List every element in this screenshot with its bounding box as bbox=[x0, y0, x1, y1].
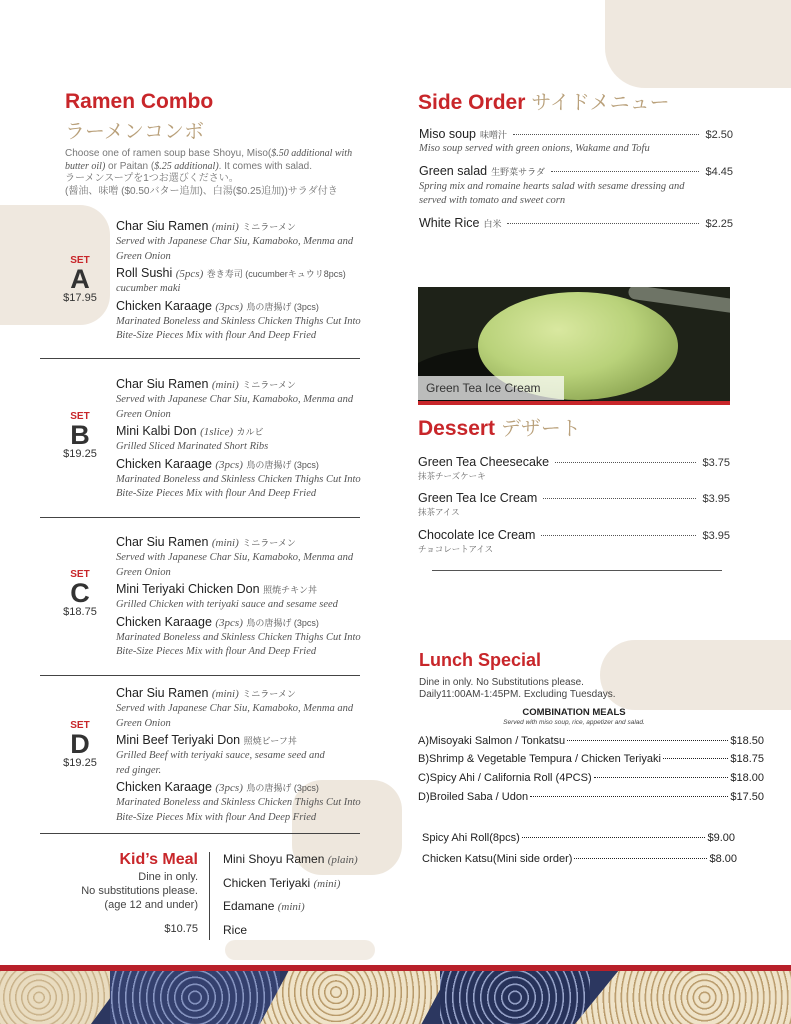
set-c-label bbox=[40, 569, 120, 618]
lunch-desc-line: Daily11:00AM-1:45PM. Excluding Tuesdays. bbox=[419, 689, 616, 700]
leader-dots bbox=[507, 223, 699, 224]
dessert-item-row bbox=[418, 491, 730, 505]
side-item-price: $2.25 bbox=[705, 218, 733, 230]
kids-item-name: Edamane bbox=[223, 899, 275, 913]
combo-price: $18.00 bbox=[730, 772, 764, 784]
kids-item-name: Mini Shoyu Ramen bbox=[223, 852, 325, 866]
decorative-footer-pattern bbox=[0, 965, 791, 1024]
set-letter: B bbox=[70, 420, 90, 450]
item-title: Chicken Karaage bbox=[116, 614, 212, 629]
side-item-title: Miso soup bbox=[419, 127, 476, 141]
side-item-desc: Spring mix and romaine hearts salad with sesame dressing and served with tomato and sweet corn bbox=[419, 181, 685, 206]
side-item-row bbox=[419, 127, 733, 141]
item-title: Mini Beef Teriyaki Don bbox=[116, 733, 241, 747]
kids-item-name: Rice bbox=[223, 922, 248, 937]
side-item-row bbox=[419, 164, 733, 178]
set-a-label bbox=[40, 255, 120, 304]
set-word: SET bbox=[70, 255, 90, 266]
menu-item-desc: Grilled Chicken with teriyaki sauce and sesame seed bbox=[116, 599, 338, 610]
menu-item-name bbox=[116, 377, 376, 393]
dessert-item-jp: 抹茶チーズケーキ bbox=[418, 471, 486, 481]
item-jp: ミニラーメン bbox=[242, 380, 296, 390]
side-item-name bbox=[419, 127, 507, 141]
desc-text-italic: $.25 additional) bbox=[154, 160, 219, 172]
dessert-item-jp: チョコレートアイス bbox=[418, 544, 494, 554]
leader-dots bbox=[530, 796, 728, 797]
dessert-item-price: $3.75 bbox=[702, 457, 730, 469]
leader-dots bbox=[574, 858, 707, 859]
dessert-item-name: Green Tea Cheesecake bbox=[418, 455, 550, 469]
kids-desc-line: No substitutions please. bbox=[81, 885, 198, 897]
menu-item-name bbox=[116, 457, 376, 473]
photo-accent-line bbox=[418, 401, 730, 405]
menu-item-name bbox=[116, 424, 376, 440]
set-d-label bbox=[40, 720, 120, 769]
leader-dots bbox=[555, 462, 696, 463]
item-qty: (3pcs) bbox=[215, 616, 243, 629]
leader-dots bbox=[663, 758, 728, 759]
extra-row bbox=[422, 832, 735, 844]
combination-meals-subheading: Served with miso soup, rice, appetizer and salad. bbox=[503, 719, 645, 726]
footer-tile-cream bbox=[575, 971, 791, 1024]
dessert-item-name: Green Tea Ice Cream bbox=[418, 491, 538, 505]
photo-caption: Green Tea Ice Cream bbox=[418, 376, 564, 400]
menu-item-desc: Grilled Sliced Marinated Short Ribs bbox=[116, 441, 269, 452]
item-jp: 照焼チキン丼 bbox=[263, 585, 317, 595]
dessert-item-row bbox=[418, 455, 730, 469]
footer-tile-blue bbox=[110, 971, 280, 1024]
kids-item-qty: (mini) bbox=[313, 877, 341, 890]
combo-name: B)Shrimp & Vegetable Tempura / Chicken Teriyaki bbox=[418, 753, 661, 765]
set-divider bbox=[40, 358, 360, 359]
menu-item-desc: Served with Japanese Char Siu, Kamaboko, Menma and Green Onion bbox=[116, 552, 354, 578]
set-price: $19.25 bbox=[63, 448, 97, 460]
lunch-special-title: Lunch Special bbox=[419, 650, 542, 670]
side-item-jp: 生野菜サラダ bbox=[491, 167, 546, 177]
set-b-label bbox=[40, 411, 120, 460]
kids-meal-description bbox=[40, 870, 198, 912]
item-jp: 鳥の唐揚げ (3pcs) bbox=[246, 617, 319, 628]
dessert-title bbox=[418, 412, 581, 441]
menu-item-name bbox=[116, 266, 376, 282]
dessert-title-jp: デザート bbox=[500, 416, 581, 440]
item-title: Char Siu Ramen bbox=[116, 377, 209, 391]
combination-meals-heading: COMBINATION MEALS bbox=[522, 707, 626, 718]
menu-item-desc: Marinated Boneless and Skinless Chicken Thighs Cut Into Bite-Size Pieces Mix with flour And Deep Fried bbox=[116, 473, 361, 499]
item-jp: 巻き寿司 (cucumberキュウリ8pcs) bbox=[206, 269, 346, 279]
item-qty: (mini) bbox=[211, 221, 239, 233]
side-item-title: Green salad bbox=[419, 164, 488, 178]
dessert-item-price: $3.95 bbox=[702, 493, 730, 505]
desc-text: or Paitan ( bbox=[105, 160, 155, 172]
menu-item-name bbox=[116, 582, 376, 598]
item-jp: 鳥の唐揚げ (3pcs) bbox=[246, 459, 319, 470]
side-item-price: $4.45 bbox=[705, 166, 733, 178]
kids-meal-title: Kid’s Meal bbox=[119, 851, 198, 868]
set-price: $17.95 bbox=[63, 292, 97, 304]
leader-dots bbox=[543, 498, 696, 499]
menu-item-desc: Served with Japanese Char Siu, Kamaboko, Menma and Green Onion bbox=[116, 703, 354, 729]
menu-item-name bbox=[116, 535, 376, 551]
set-letter: D bbox=[70, 729, 90, 759]
set-b bbox=[40, 373, 370, 508]
combo-price: $18.75 bbox=[730, 753, 764, 765]
set-letter: A bbox=[70, 264, 90, 294]
set-divider bbox=[40, 675, 360, 676]
cloud-decoration-top-right bbox=[605, 0, 791, 88]
kids-desc-line: (age 12 and under) bbox=[104, 899, 198, 911]
leader-dots bbox=[551, 171, 699, 172]
side-item-name bbox=[419, 164, 545, 178]
kids-item-name: Chicken Teriyaki bbox=[223, 875, 311, 890]
extra-price: $8.00 bbox=[709, 853, 737, 865]
item-title: Chicken Karaage bbox=[116, 298, 212, 313]
kids-item bbox=[223, 923, 383, 947]
kids-item bbox=[223, 899, 383, 923]
cloud-decoration-right-lower bbox=[600, 640, 791, 710]
leader-dots bbox=[522, 837, 706, 838]
combo-name: C)Spicy Ahi / California Roll (4PCS) bbox=[418, 772, 592, 784]
combo-row bbox=[418, 772, 764, 784]
item-jp: 照焼ビーフ丼 bbox=[243, 736, 297, 746]
item-title: Roll Sushi bbox=[116, 266, 173, 280]
item-qty: (1slice) bbox=[200, 426, 234, 438]
item-qty: (3pcs) bbox=[215, 782, 243, 794]
desc-text: . It comes with salad. bbox=[218, 160, 313, 172]
item-jp: カルビ bbox=[236, 427, 264, 437]
item-jp: ミニラーメン bbox=[242, 538, 296, 548]
menu-item-name bbox=[116, 780, 376, 796]
side-order-title bbox=[418, 86, 670, 115]
combo-name: D)Broiled Saba / Udon bbox=[418, 791, 529, 803]
lunch-desc-line: Dine in only. No Substitutions please. bbox=[419, 677, 584, 688]
item-jp: ミニラーメン bbox=[242, 689, 296, 699]
dessert-title-en: Dessert bbox=[418, 417, 496, 440]
kids-item bbox=[223, 876, 383, 900]
desc-text: Choose one of ramen soup base Shoyu, Miso( bbox=[65, 148, 272, 159]
combo-row bbox=[418, 791, 764, 803]
item-qty: (mini) bbox=[211, 688, 239, 700]
item-title: Mini Kalbi Don bbox=[116, 424, 197, 438]
menu-item-desc: Grilled Beef with teriyaki sauce, sesame seed and red ginger. bbox=[116, 750, 325, 776]
footer-tile-blue bbox=[440, 971, 590, 1024]
combo-row bbox=[418, 753, 764, 765]
menu-item-name bbox=[116, 299, 376, 315]
set-divider bbox=[40, 833, 360, 834]
item-jp: 鳥の唐揚げ (3pcs) bbox=[246, 783, 319, 793]
leader-dots bbox=[567, 740, 728, 741]
item-qty: (mini) bbox=[211, 537, 239, 549]
dessert-item-jp: 抹茶アイス bbox=[418, 507, 460, 517]
combo-price: $17.50 bbox=[730, 791, 764, 803]
extra-price: $9.00 bbox=[707, 832, 735, 844]
extra-name: Chicken Katsu(Mini side order) bbox=[422, 853, 573, 865]
item-jp: ミニラーメン bbox=[242, 222, 296, 232]
desc-text-jp: (醤油、味噌 ($0.50バター追加)、白湯($0.25追加))サラダ付き bbox=[65, 185, 338, 197]
set-word: SET bbox=[70, 720, 90, 731]
extra-row bbox=[422, 853, 737, 865]
menu-item-desc: Served with Japanese Char Siu, Kamaboko, Menma and Green Onion bbox=[116, 236, 354, 262]
leader-dots bbox=[594, 777, 729, 778]
kids-divider bbox=[209, 852, 210, 940]
menu-item-desc: Marinated Boneless and Skinless Chicken Thighs Cut Into Bite-Size Pieces Mix with flour And Deep Fried bbox=[116, 797, 361, 823]
set-divider bbox=[40, 517, 360, 518]
dessert-item-name: Chocolate Ice Cream bbox=[418, 528, 536, 542]
item-title: Char Siu Ramen bbox=[116, 686, 209, 700]
leader-dots bbox=[541, 535, 696, 536]
item-title: Char Siu Ramen bbox=[116, 219, 209, 233]
set-c-items bbox=[116, 533, 376, 660]
combo-name: A)Misoyaki Salmon / Tonkatsu bbox=[418, 735, 566, 747]
dessert-divider bbox=[432, 570, 722, 571]
set-d-items bbox=[116, 684, 376, 825]
combo-price: $18.50 bbox=[730, 735, 764, 747]
item-title: Mini Teriyaki Chicken Don bbox=[116, 582, 260, 596]
item-qty: (3pcs) bbox=[215, 458, 243, 471]
side-title-en: Side Order bbox=[418, 91, 526, 114]
menu-item-name bbox=[116, 733, 376, 749]
side-item-price: $2.50 bbox=[705, 129, 733, 141]
item-qty: (mini) bbox=[211, 379, 239, 391]
side-item-desc: Miso soup served with green onions, Wakame and Tofu bbox=[419, 143, 650, 154]
kids-meal-price: $10.75 bbox=[164, 923, 198, 935]
set-a bbox=[40, 215, 370, 350]
kids-item bbox=[223, 852, 383, 876]
side-item-row bbox=[419, 216, 733, 230]
item-qty: (5pcs) bbox=[175, 268, 204, 280]
set-word: SET bbox=[70, 569, 90, 580]
dessert-item-price: $3.95 bbox=[702, 530, 730, 542]
item-title: Chicken Karaage bbox=[116, 780, 212, 794]
menu-item-name bbox=[116, 615, 376, 631]
menu-item-name bbox=[116, 219, 376, 235]
kids-item-qty: (plain) bbox=[327, 854, 358, 866]
set-a-items bbox=[116, 217, 376, 344]
set-b-items bbox=[116, 375, 376, 502]
combo-row bbox=[418, 735, 764, 747]
side-item-title: White Rice bbox=[419, 216, 480, 230]
set-price: $18.75 bbox=[63, 606, 97, 618]
menu-item-desc: Served with Japanese Char Siu, Kamaboko, Menma and Green Onion bbox=[116, 394, 354, 420]
ramen-combo-title: Ramen Combo bbox=[65, 90, 214, 113]
leader-dots bbox=[513, 134, 699, 135]
item-title: Char Siu Ramen bbox=[116, 535, 209, 549]
set-d bbox=[40, 682, 370, 830]
item-title: Chicken Karaage bbox=[116, 456, 212, 471]
kids-desc-line: Dine in only. bbox=[138, 871, 198, 883]
footer-tile-cream bbox=[260, 971, 450, 1024]
menu-item-name bbox=[116, 686, 376, 702]
item-jp: 鳥の唐揚げ (3pcs) bbox=[246, 301, 319, 312]
set-word: SET bbox=[70, 411, 90, 422]
dessert-item-row bbox=[418, 528, 730, 542]
side-item-name bbox=[419, 216, 501, 230]
lunch-special-description bbox=[419, 677, 616, 701]
kids-item-qty: (mini) bbox=[277, 901, 305, 913]
set-c bbox=[40, 531, 370, 666]
side-title-jp: サイドメニュー bbox=[531, 90, 670, 114]
kids-meal-items bbox=[223, 852, 383, 946]
desc-text-italic: $.50 additional with butter oil) bbox=[65, 148, 353, 172]
menu-item-desc: Marinated Boneless and Skinless Chicken Thighs Cut Into Bite-Size Pieces Mix with flour And Deep Fried bbox=[116, 315, 361, 341]
ramen-combo-description bbox=[65, 148, 370, 198]
menu-item-desc: Marinated Boneless and Skinless Chicken Thighs Cut Into Bite-Size Pieces Mix with flour And Deep Fried bbox=[116, 631, 361, 657]
set-price: $19.25 bbox=[63, 757, 97, 769]
item-qty: (3pcs) bbox=[215, 300, 243, 313]
extra-name: Spicy Ahi Roll(8pcs) bbox=[422, 832, 520, 844]
side-item-jp: 味噌汁 bbox=[479, 130, 507, 140]
set-letter: C bbox=[70, 578, 90, 608]
ramen-combo-title-jp: ラーメンコンボ bbox=[65, 119, 204, 143]
desc-text-jp: ラーメンスープを1つお選びください。 bbox=[65, 173, 239, 184]
menu-item-desc: cucumber maki bbox=[116, 283, 181, 294]
side-item-jp: 白米 bbox=[483, 219, 502, 229]
